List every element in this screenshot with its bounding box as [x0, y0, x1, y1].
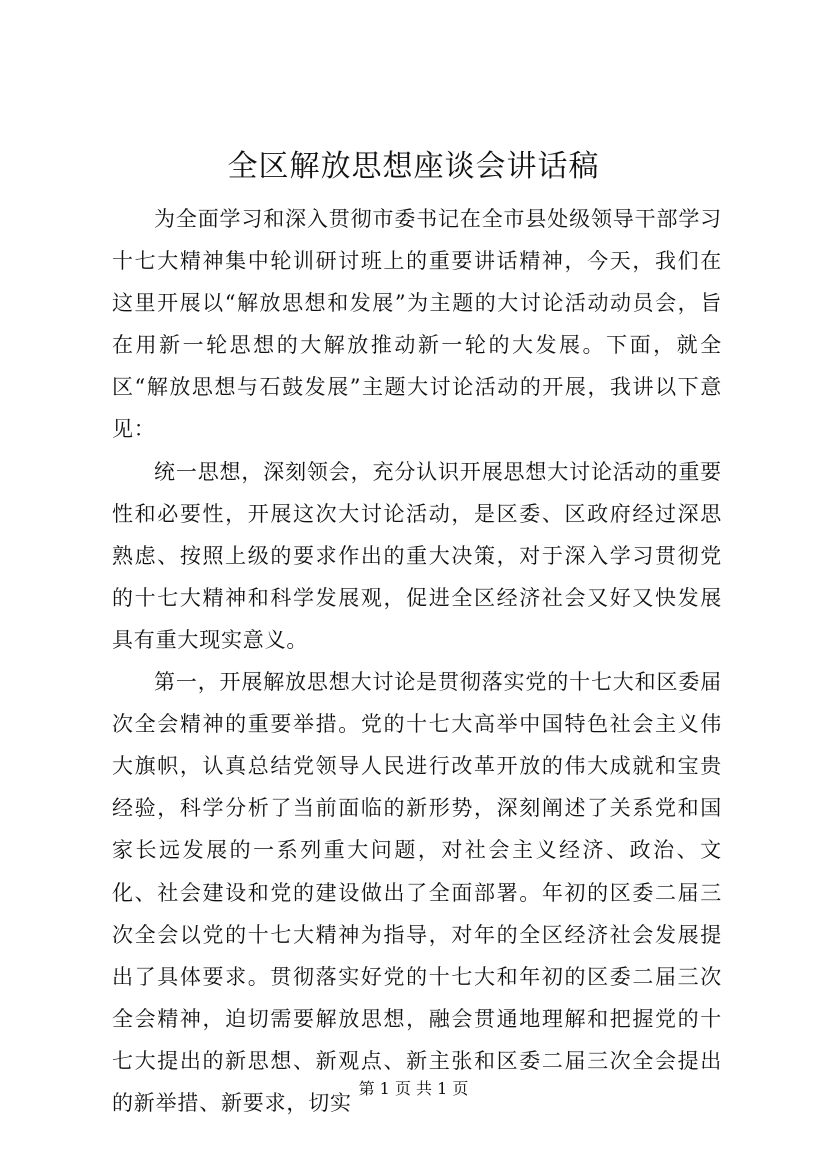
- paragraph-unify-thinking: 统一思想，深刻领会，充分认识开展思想大讨论活动的重要性和必要性，开展这次大讨论活动，是区委、区政府经过深思熟虑、按照上级的要求作出的重大决策，对于深入学习贯彻党的十七大精神和科学发展观，促进全区经济社会又好又快发展具有重大现实意义。: [112, 459, 722, 652]
- document-body: [112, 198, 722, 1124]
- paragraph-intro: 为全面学习和深入贯彻市委书记在全市县处级领导干部学习十七大精神集中轮训研讨班上的重要讲话精神，今天，我们在这里开展以“解放思想和发展”为主题的大讨论活动动员会，旨在用新一轮思想的大解放推动新一轮的大发展。下面，就全区“解放思想与石鼓发展”主题大讨论活动的开展，我讲以下意见：: [112, 207, 722, 442]
- document-title: 全区解放思想座谈会讲话稿: [227, 149, 600, 184]
- paragraph-first-point: 第一，开展解放思想大讨论是贯彻落实党的十七大和区委届次全会精神的重要举措。党的十七大高举中国特色社会主义伟大旗帜，认真总结党领导人民进行改革开放的伟大成就和宝贵经验，科学分析了当前面临的新形势，深刻阐述了关系党和国家长远发展的一系列重大问题，对社会主义经济、政治、文化、社会建设和党的建设做出了全面部署。年初的区委二届三次全会以党的十七大精神为指导，对年的全区经济社会发展提出了具体要求。贯彻落实好党的十七大和年初的区委二届三次全会精神，迫切需要解放思想，融会贯通地理解和把握党的十七大提出的新思想、新观点、新主张和区委二届三次全会提出的新举措、新要求，切实: [112, 670, 722, 1115]
- page-footer: 第 1 页 共 1 页: [358, 1079, 469, 1098]
